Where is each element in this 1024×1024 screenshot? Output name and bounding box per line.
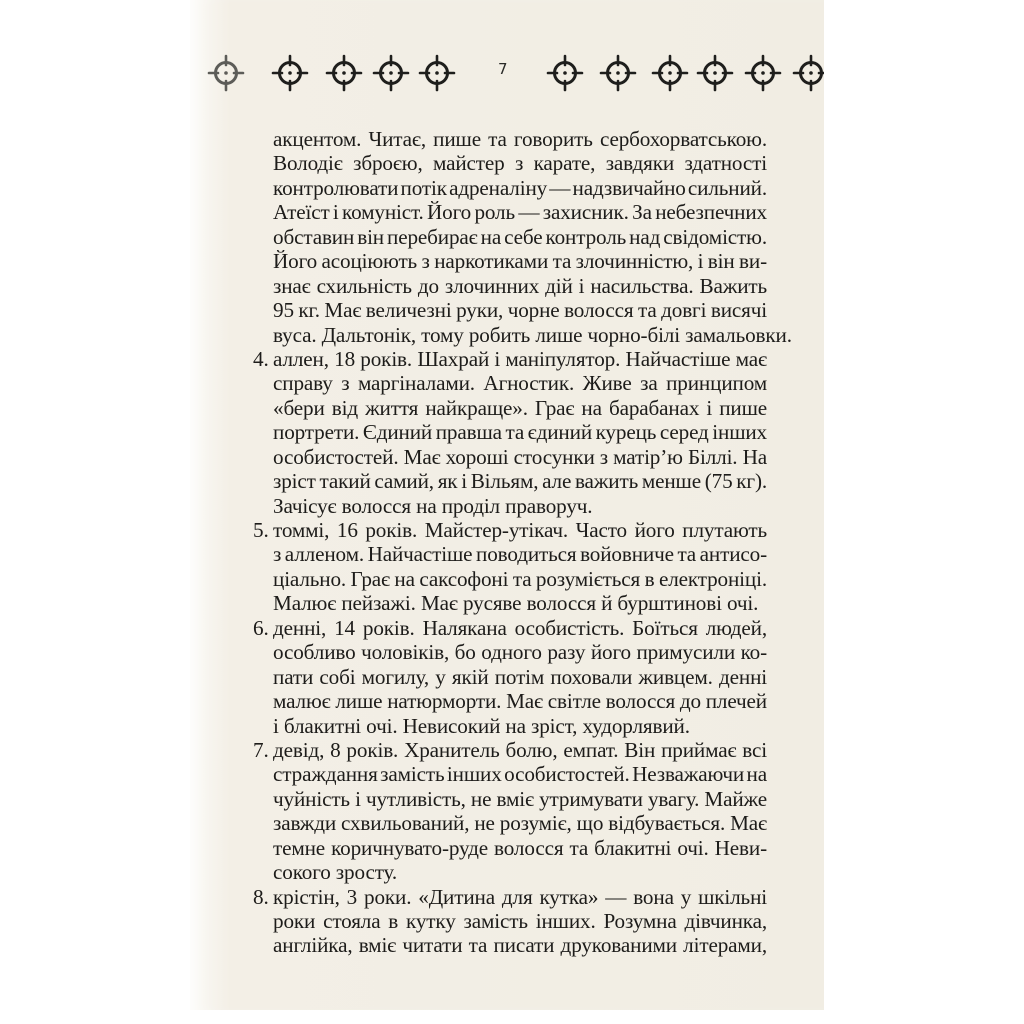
text-line-content: справу з маргіналами. Агностик. Живе за принципом bbox=[273, 371, 767, 396]
text-line-content: малює лише натюрморти. Має світле волосся до плечей bbox=[273, 689, 767, 714]
page-number: 7 bbox=[498, 60, 508, 78]
text-line bbox=[273, 909, 767, 933]
text-line-content: денні, 14 років. Налякана особистість. Боїться людей, bbox=[273, 615, 767, 640]
text-line-content: Малює пейзажі. Має русяве волосся й бурштинові очі. bbox=[273, 591, 759, 616]
list-item bbox=[253, 518, 767, 616]
text-line bbox=[273, 274, 767, 298]
list-item-number: 8. bbox=[253, 884, 269, 909]
text-line bbox=[273, 811, 767, 835]
text-line-content: вуса. Дальтонік, тому робить лише чорно-білі замальовки. bbox=[273, 322, 792, 347]
text-line bbox=[273, 469, 767, 493]
text-line bbox=[273, 225, 767, 249]
text-line-content: портрети. Єдиний правша та єдиний курець серед інших bbox=[273, 420, 767, 445]
list-item bbox=[253, 346, 767, 518]
text-line bbox=[273, 714, 767, 738]
crosshair-icon bbox=[270, 53, 310, 93]
text-line-content: страждання замість інших особистостей. Незважаючи на bbox=[273, 762, 767, 787]
text-line-content: пати собі могилу, у якій потім поховали живцем. денні bbox=[273, 664, 767, 689]
text-line bbox=[273, 542, 767, 566]
text-line-content: особистостей. Має хороші стосунки з матір’ю Біллі. На bbox=[273, 444, 767, 469]
text-line bbox=[253, 518, 767, 542]
text-line bbox=[273, 836, 767, 860]
text-line-content: сокого зросту. bbox=[273, 860, 397, 885]
text-line bbox=[273, 933, 767, 957]
text-line-content: англійка, вміє читати та писати друкованими літерами, bbox=[273, 933, 767, 958]
text-line-content: завжди схвильований, не розуміє, що відбувається. Має bbox=[273, 811, 767, 836]
text-line-content: зріст такий самий, як і Вільям, але важить менше (75 кг). bbox=[273, 469, 767, 494]
crosshair-icon bbox=[545, 53, 585, 93]
list-item bbox=[253, 737, 767, 885]
text-line-content: 95 кг. Має величезні руки, чорне волосся та довгі висячі bbox=[273, 298, 767, 323]
text-line-content: і блакитні очі. Невисокий на зріст, худорлявий. bbox=[273, 713, 690, 738]
text-line bbox=[273, 151, 767, 175]
text-line-content: крістін, 3 роки. «Дитина для кутка» — вона у шкільні bbox=[273, 884, 767, 909]
crosshair-icon bbox=[206, 53, 246, 93]
crosshair-icon bbox=[791, 53, 824, 93]
text-line bbox=[273, 665, 767, 689]
text-line-content: Атеїст і комуніст. Його роль — захисник. За небезпечних bbox=[273, 200, 767, 225]
text-line-content: контролювати потік адреналіну — надзвичайно сильний. bbox=[273, 175, 767, 200]
text-line bbox=[273, 860, 767, 884]
text-line bbox=[273, 591, 767, 615]
text-line bbox=[273, 445, 767, 469]
crosshair-icon bbox=[598, 53, 638, 93]
text-line bbox=[273, 640, 767, 664]
text-line bbox=[253, 884, 767, 909]
text-line-content: темне коричнувато-руде волосся та блакитні очі. Неви- bbox=[273, 835, 767, 860]
text-line bbox=[273, 689, 767, 713]
text-line bbox=[273, 322, 792, 347]
text-line bbox=[253, 346, 767, 371]
text-line-content: Зачісує волосся на проділ праворуч. bbox=[273, 493, 593, 518]
text-line bbox=[273, 200, 767, 224]
page-header-ornament bbox=[190, 50, 824, 96]
list-item bbox=[253, 615, 767, 738]
text-line-content: обставин він перебирає на себе контроль над свідомістю. bbox=[273, 224, 767, 249]
text-line-content: аллен, 18 років. Шахрай і маніпулятор. Найчастіше має bbox=[273, 346, 767, 371]
text-line bbox=[273, 567, 767, 591]
text-line bbox=[273, 494, 767, 518]
text-line-content: чуйність і чутливість, не вміє утримувати увагу. Майже bbox=[273, 786, 767, 811]
page-body-text bbox=[253, 127, 792, 958]
crosshair-icon bbox=[743, 53, 783, 93]
text-line-content: ціально. Грає на саксофоні та розуміється в електроніці. bbox=[273, 566, 767, 591]
text-line-content: девід, 8 років. Хранитель болю, емпат. Він приймає всі bbox=[273, 737, 767, 762]
text-line-content: акцентом. Читає, пише та говорить сербохорватською. bbox=[273, 127, 767, 151]
text-line-content: Його асоціюють з наркотиками та злочинністю, і він ви- bbox=[273, 249, 767, 274]
text-line bbox=[273, 787, 767, 811]
text-line bbox=[273, 371, 767, 395]
text-line-content: знає схильність до злочинних дій і насильства. Важить bbox=[273, 273, 767, 298]
text-line-content: «бери від життя найкраще». Грає на барабанах і пише bbox=[273, 395, 767, 420]
crosshair-icon bbox=[417, 53, 457, 93]
crosshair-icon bbox=[650, 53, 690, 93]
text-line-content: Володіє зброєю, майстер з карате, завдяки здатності bbox=[273, 151, 767, 176]
text-line bbox=[273, 249, 767, 273]
text-line-content: з алленом. Найчастіше поводиться войовниче та антисо- bbox=[273, 542, 767, 567]
text-line bbox=[273, 396, 767, 420]
list-item-number: 5. bbox=[253, 518, 269, 542]
crosshair-icon bbox=[371, 53, 411, 93]
list-item bbox=[253, 884, 767, 958]
crosshair-icon bbox=[695, 53, 735, 93]
crosshair-icon bbox=[324, 53, 364, 93]
text-line bbox=[253, 737, 767, 762]
text-line bbox=[273, 176, 767, 200]
text-line-content: томмі, 16 років. Майстер-утікач. Часто його плутають bbox=[273, 518, 767, 542]
text-line-content: роки стояла в кутку замість інших. Розумна дівчинка, bbox=[273, 909, 767, 933]
text-line bbox=[273, 298, 767, 322]
list-item-number: 7. bbox=[253, 737, 269, 762]
text-line-content: особливо чоловіків, бо одного разу його примусили ко- bbox=[273, 640, 767, 665]
paragraph-continuation bbox=[273, 127, 792, 347]
text-line bbox=[273, 127, 767, 151]
list-item-number: 6. bbox=[253, 615, 269, 640]
list-item-number: 4. bbox=[253, 346, 269, 371]
text-line bbox=[253, 615, 767, 640]
book-page bbox=[190, 0, 824, 1010]
text-line bbox=[273, 420, 767, 444]
text-line bbox=[273, 762, 767, 786]
